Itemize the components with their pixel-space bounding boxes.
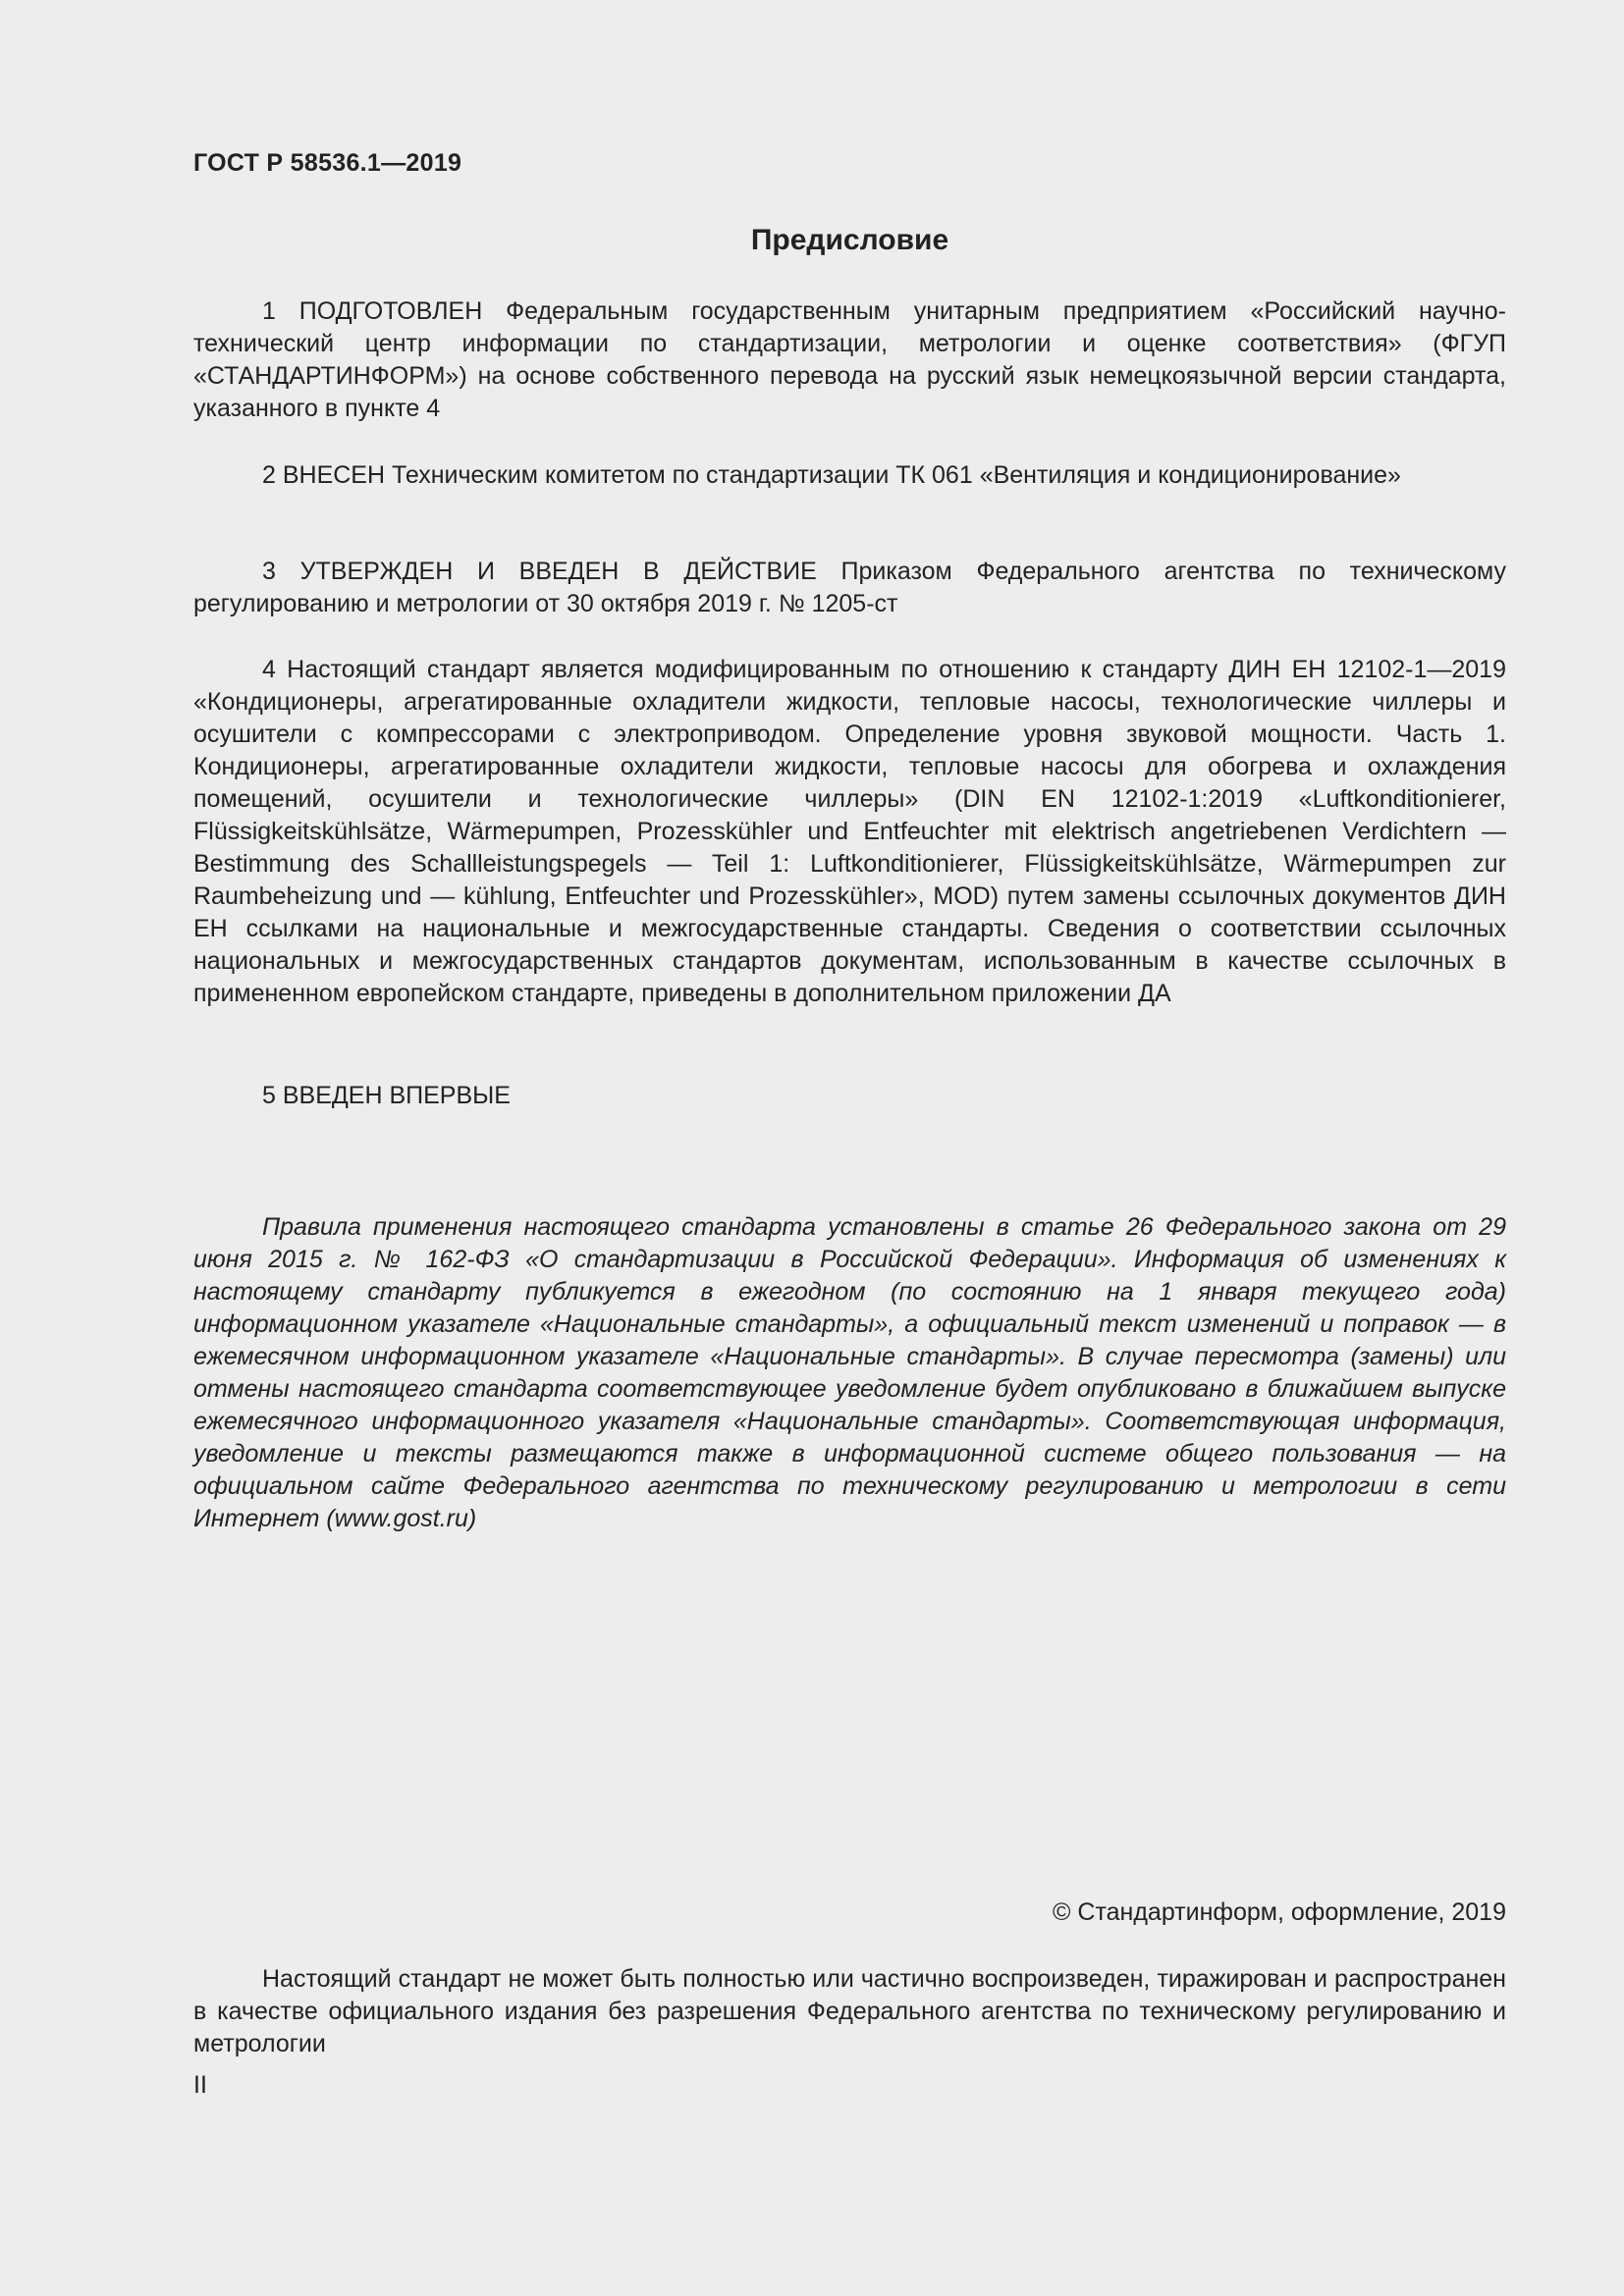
page-title: Предисловие [750, 224, 949, 256]
paragraph-5-first-introduced: 5 ВВЕДЕН ВПЕРВЫЕ [262, 1082, 511, 1109]
rules-notice: Правила применения настоящего стандарта установлены в статье 26 Федерального закона от 29 июня 2015 г. № 162-ФЗ «О стандартизации в Российской Федерации». Информация об изменениях к настоящему стандарту публикуется в ежегодном (по состоянию на 1 января текущего года) информационном указателе «Национальные стандарты», а официальный текст изменений и поправок — в ежемесячном информационном указателе «Национальные стандарты». В случае пересмотра (замены) или отмены настоящего стандарта соответствующее уведомление будет опубликовано в ближайшем выпуске ежемесячного информационного указателя «Национальные стандарты». Соответствующая информация, уведомление и тексты размещаются также в информационной системе общего пользования — на официальном сайте Федерального агентства по техническому регулированию и метрологии в сети Интернет (www.gost.ru) [193, 1213, 1506, 1532]
standard-code: ГОСТ Р 58536.1—2019 [193, 149, 462, 177]
paragraph-1-prepared: 1 ПОДГОТОВЛЕН Федеральным государственным унитарным предприятием «Российский научно-технический центр информации по стандартизации, метрологии и оценке соответствия» (ФГУП «СТАНДАРТИНФОРМ») на основе собственного перевода на русский язык немецкоязычной версии стандарта, указанного в пункте 4 [193, 297, 1506, 422]
page-number: II [193, 2071, 207, 2099]
paragraph-2-introduced: 2 ВНЕСЕН Техническим комитетом по стандартизации ТК 061 «Вентиляция и кондиционирование» [262, 461, 1401, 489]
paragraph-4-modification: 4 Настоящий стандарт является модифицированным по отношению к стандарту ДИН ЕН 12102-1—2019 «Кондиционеры, агрегатированные охладители жидкости, тепловые насосы, технологические чиллеры и осушители с компрессорами с электроприводом. Определение уровня звуковой мощности. Часть 1. Кондиционеры, агрегатированные охладители жидкости, тепловые насосы для обогрева и охлаждения помещений, осушители и технологические чиллеры» (DIN EN 12102-1:2019 «Luftkonditionierer, Flüssigkeitskühlsätze, Wärmepumpen, Prozesskühler und Entfeuchter mit elektrisch angetriebenen Verdichtern — Bestimmung des Schallleistungspegels — Teil 1: Luftkonditionierer, Flüssigkeitskühlsätze, Wärmepumpen zur Raumbeheizung und — kühlung, Entfeuchter und Prozesskühler», MOD) путем замены ссылочных документов ДИН ЕН ссылками на национальные и межгосударственные стандарты. Сведения о соответствии ссылочных национальных и межгосударственных стандартов документам, использованным в качестве ссылочных в примененном европейском стандарте, приведены в дополнительном приложении ДА [193, 656, 1506, 1007]
paragraph-3-approved: 3 УТВЕРЖДЕН И ВВЕДЕН В ДЕЙСТВИЕ Приказом Федерального агентства по техническому регулированию и метрологии от 30 октября 2019 г. № 1205-ст [193, 558, 1506, 617]
reproduction-notice: Настоящий стандарт не может быть полностью или частично воспроизведен, тиражирован и распространен в качестве официального издания без разрешения Федерального агентства по техническому регулированию и метрологии [193, 1965, 1506, 2057]
copyright-line: © Стандартинформ, оформление, 2019 [1053, 1898, 1506, 1926]
